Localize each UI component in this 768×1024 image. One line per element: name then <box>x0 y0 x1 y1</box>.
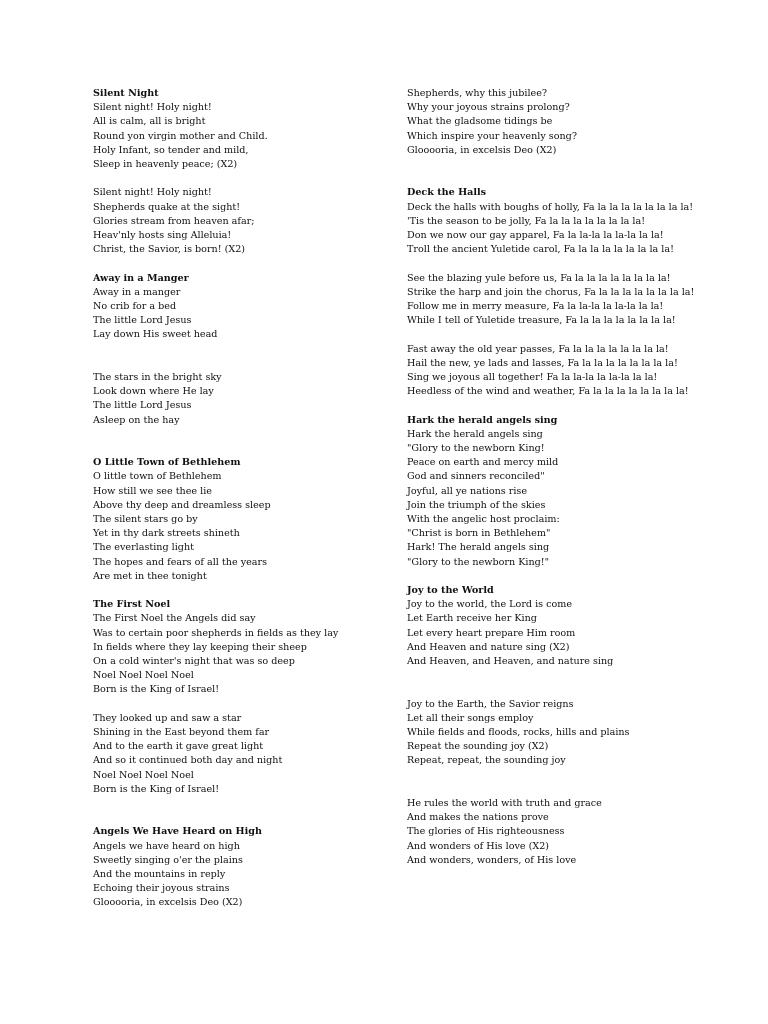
lyric-line: Fast away the old year passes, Fa la la la la la la la la! <box>407 343 669 355</box>
lyric-line: Noel Noel Noel Noel <box>93 769 194 781</box>
lyric-line: 'Tis the season to be jolly, Fa la la la la la la la la! <box>407 215 646 227</box>
lyric-line: And the mountains in reply <box>93 869 226 880</box>
lyric-line: Round yon virgin mother and Child. <box>93 130 268 142</box>
lyric-line: And wonders, wonders, of His love <box>407 854 577 866</box>
lyric-line: See the blazing yule before us, Fa la la la la la la la la! <box>407 272 671 284</box>
song-title: Hark the herald angels sing <box>407 414 558 426</box>
lyric-line: And so it continued both day and night <box>93 755 283 767</box>
song-title: Angels We Have Heard on High <box>93 826 262 838</box>
lyric-line: Shepherds quake at the sight! <box>93 201 241 213</box>
lyric-line: "Glory to the newborn King!" <box>407 556 550 568</box>
lyric-line: With the angelic host proclaim: <box>407 514 560 525</box>
lyric-line: Glories stream from heaven afar; <box>93 215 255 227</box>
lyric-line: Heav'nly hosts sing Alleluia! <box>93 230 232 241</box>
lyric-line: The hopes and fears of all the years <box>93 556 268 568</box>
lyric-line: He rules the world with truth and grace <box>407 798 602 809</box>
lyric-line: Born is the King of Israel! <box>93 684 220 696</box>
lyric-line: The glories of His righteousness <box>407 826 565 838</box>
lyric-line: Asleep on the hay <box>93 414 180 426</box>
lyric-line: Deck the halls with boughs of holly, Fa la la la la la la la la! <box>407 201 694 213</box>
lyric-line: Silent night! Holy night! <box>93 102 212 114</box>
lyric-line: The First Noel the Angels did say <box>93 613 256 625</box>
lyric-line: Look down where He lay <box>93 386 214 398</box>
lyric-line: Sleep in heavenly peace; (X2) <box>93 159 238 170</box>
lyric-line: And Heaven and nature sing (X2) <box>407 641 570 653</box>
song-title: Deck the Halls <box>407 187 487 199</box>
song-title: Silent Night <box>93 88 159 99</box>
lyric-line: And to the earth it gave great light <box>93 741 264 753</box>
lyric-line: Join the triumph of the skies <box>407 499 546 511</box>
lyric-line: No crib for a bed <box>93 301 177 312</box>
lyric-line: Lay down His sweet head <box>93 329 218 341</box>
lyric-line: While fields and floods, rocks, hills and plains <box>407 727 630 738</box>
lyric-line: Sing we joyous all together! Fa la la-la la la-la la la! <box>407 372 658 383</box>
lyric-line: The everlasting light <box>93 542 194 554</box>
song-title: The First Noel <box>93 599 171 611</box>
lyric-line: Follow me in merry measure, Fa la la-la la la-la la la! <box>407 301 664 312</box>
lyric-line: Strike the harp and join the chorus, Fa la la la la la la la la! <box>407 286 695 298</box>
lyric-line: Let every heart prepare Him room <box>407 627 576 639</box>
lyric-line: Which inspire your heavenly song? <box>407 130 577 142</box>
lyric-line: Don we now our gay apparel, Fa la la-la la la-la la la! <box>407 230 664 241</box>
lyric-line: Sweetly singing o'er the plains <box>93 854 243 866</box>
lyric-line: The little Lord Jesus <box>93 315 192 327</box>
lyric-line: Glooooria, in excelsis Deo (X2) <box>93 897 243 909</box>
lyric-line: Away in a manger <box>93 286 181 298</box>
lyric-line: And makes the nations prove <box>407 812 549 824</box>
lyric-line: What the gladsome tidings be <box>407 116 553 128</box>
song-title: O Little Town of Bethlehem <box>93 457 241 469</box>
lyric-line: Was to certain poor shepherds in fields as they lay <box>93 627 339 639</box>
lyric-line: On a cold winter's night that was so deep <box>93 656 295 667</box>
lyric-line: Echoing their joyous strains <box>93 883 230 895</box>
lyric-line: "Christ is born in Bethlehem" <box>407 528 551 540</box>
song-title: Away in a Manger <box>93 272 189 284</box>
lyric-line: Joy to the Earth, the Savior reigns <box>407 698 574 710</box>
lyric-line: Hark the herald angels sing <box>407 428 543 440</box>
lyric-line: Troll the ancient Yuletide carol, Fa la la la la la la la la! <box>407 244 674 256</box>
lyric-line: In fields where they lay keeping their sheep <box>93 641 307 653</box>
lyric-line: Peace on earth and mercy mild <box>407 457 559 469</box>
lyric-line: Angels we have heard on high <box>93 840 240 852</box>
lyric-line: Shining in the East beyond them far <box>93 727 270 738</box>
lyric-line: "Glory to the newborn King! <box>407 443 545 454</box>
lyric-line: Noel Noel Noel Noel <box>93 670 194 682</box>
lyric-line: Above thy deep and dreamless sleep <box>93 499 271 511</box>
lyric-line: Repeat the sounding joy (X2) <box>407 741 549 753</box>
lyric-line: Are met in thee tonight <box>93 570 207 582</box>
lyric-line: Joyful, all ye nations rise <box>407 485 527 497</box>
lyric-line: Heedless of the wind and weather, Fa la la la la la la la la! <box>407 386 689 398</box>
lyric-line: Glooooria, in excelsis Deo (X2) <box>407 144 557 156</box>
lyric-line: The stars in the bright sky <box>93 372 222 383</box>
lyric-line: Let Earth receive her King <box>407 613 537 625</box>
lyric-line: They looked up and saw a star <box>93 712 242 724</box>
lyric-line: While I tell of Yuletide treasure, Fa la la la la la la la la! <box>407 315 676 327</box>
lyric-line: Born is the King of Israel! <box>93 783 220 795</box>
lyric-line: Hark! The herald angels sing <box>407 542 550 554</box>
lyric-line: Shepherds, why this jubilee? <box>407 88 548 99</box>
lyric-line: Let all their songs employ <box>407 712 534 724</box>
lyric-line: And Heaven, and Heaven, and nature sing <box>407 656 614 667</box>
lyric-line: Why your joyous strains prolong? <box>407 102 570 114</box>
lyric-line: The silent stars go by <box>93 514 198 525</box>
lyric-line: Holy Infant, so tender and mild, <box>93 144 249 156</box>
lyric-line: Hail the new, ye lads and lasses, Fa la la la la la la la la! <box>407 357 678 369</box>
lyric-line: How still we see thee lie <box>93 485 212 497</box>
lyric-line: All is calm, all is bright <box>93 116 206 128</box>
lyric-line: The little Lord Jesus <box>93 400 192 412</box>
lyric-line: And wonders of His love (X2) <box>407 840 550 852</box>
lyric-line: God and sinners reconciled" <box>407 471 545 483</box>
lyric-line: Silent night! Holy night! <box>93 187 212 199</box>
lyric-line: Joy to the world, the Lord is come <box>407 599 573 611</box>
lyric-line: O little town of Bethlehem <box>93 471 222 483</box>
lyric-line: Yet in thy dark streets shineth <box>93 528 240 540</box>
lyric-line: Repeat, repeat, the sounding joy <box>407 755 566 767</box>
lyric-line: Christ, the Savior, is born! (X2) <box>93 244 246 256</box>
song-title: Joy to the World <box>407 585 494 596</box>
